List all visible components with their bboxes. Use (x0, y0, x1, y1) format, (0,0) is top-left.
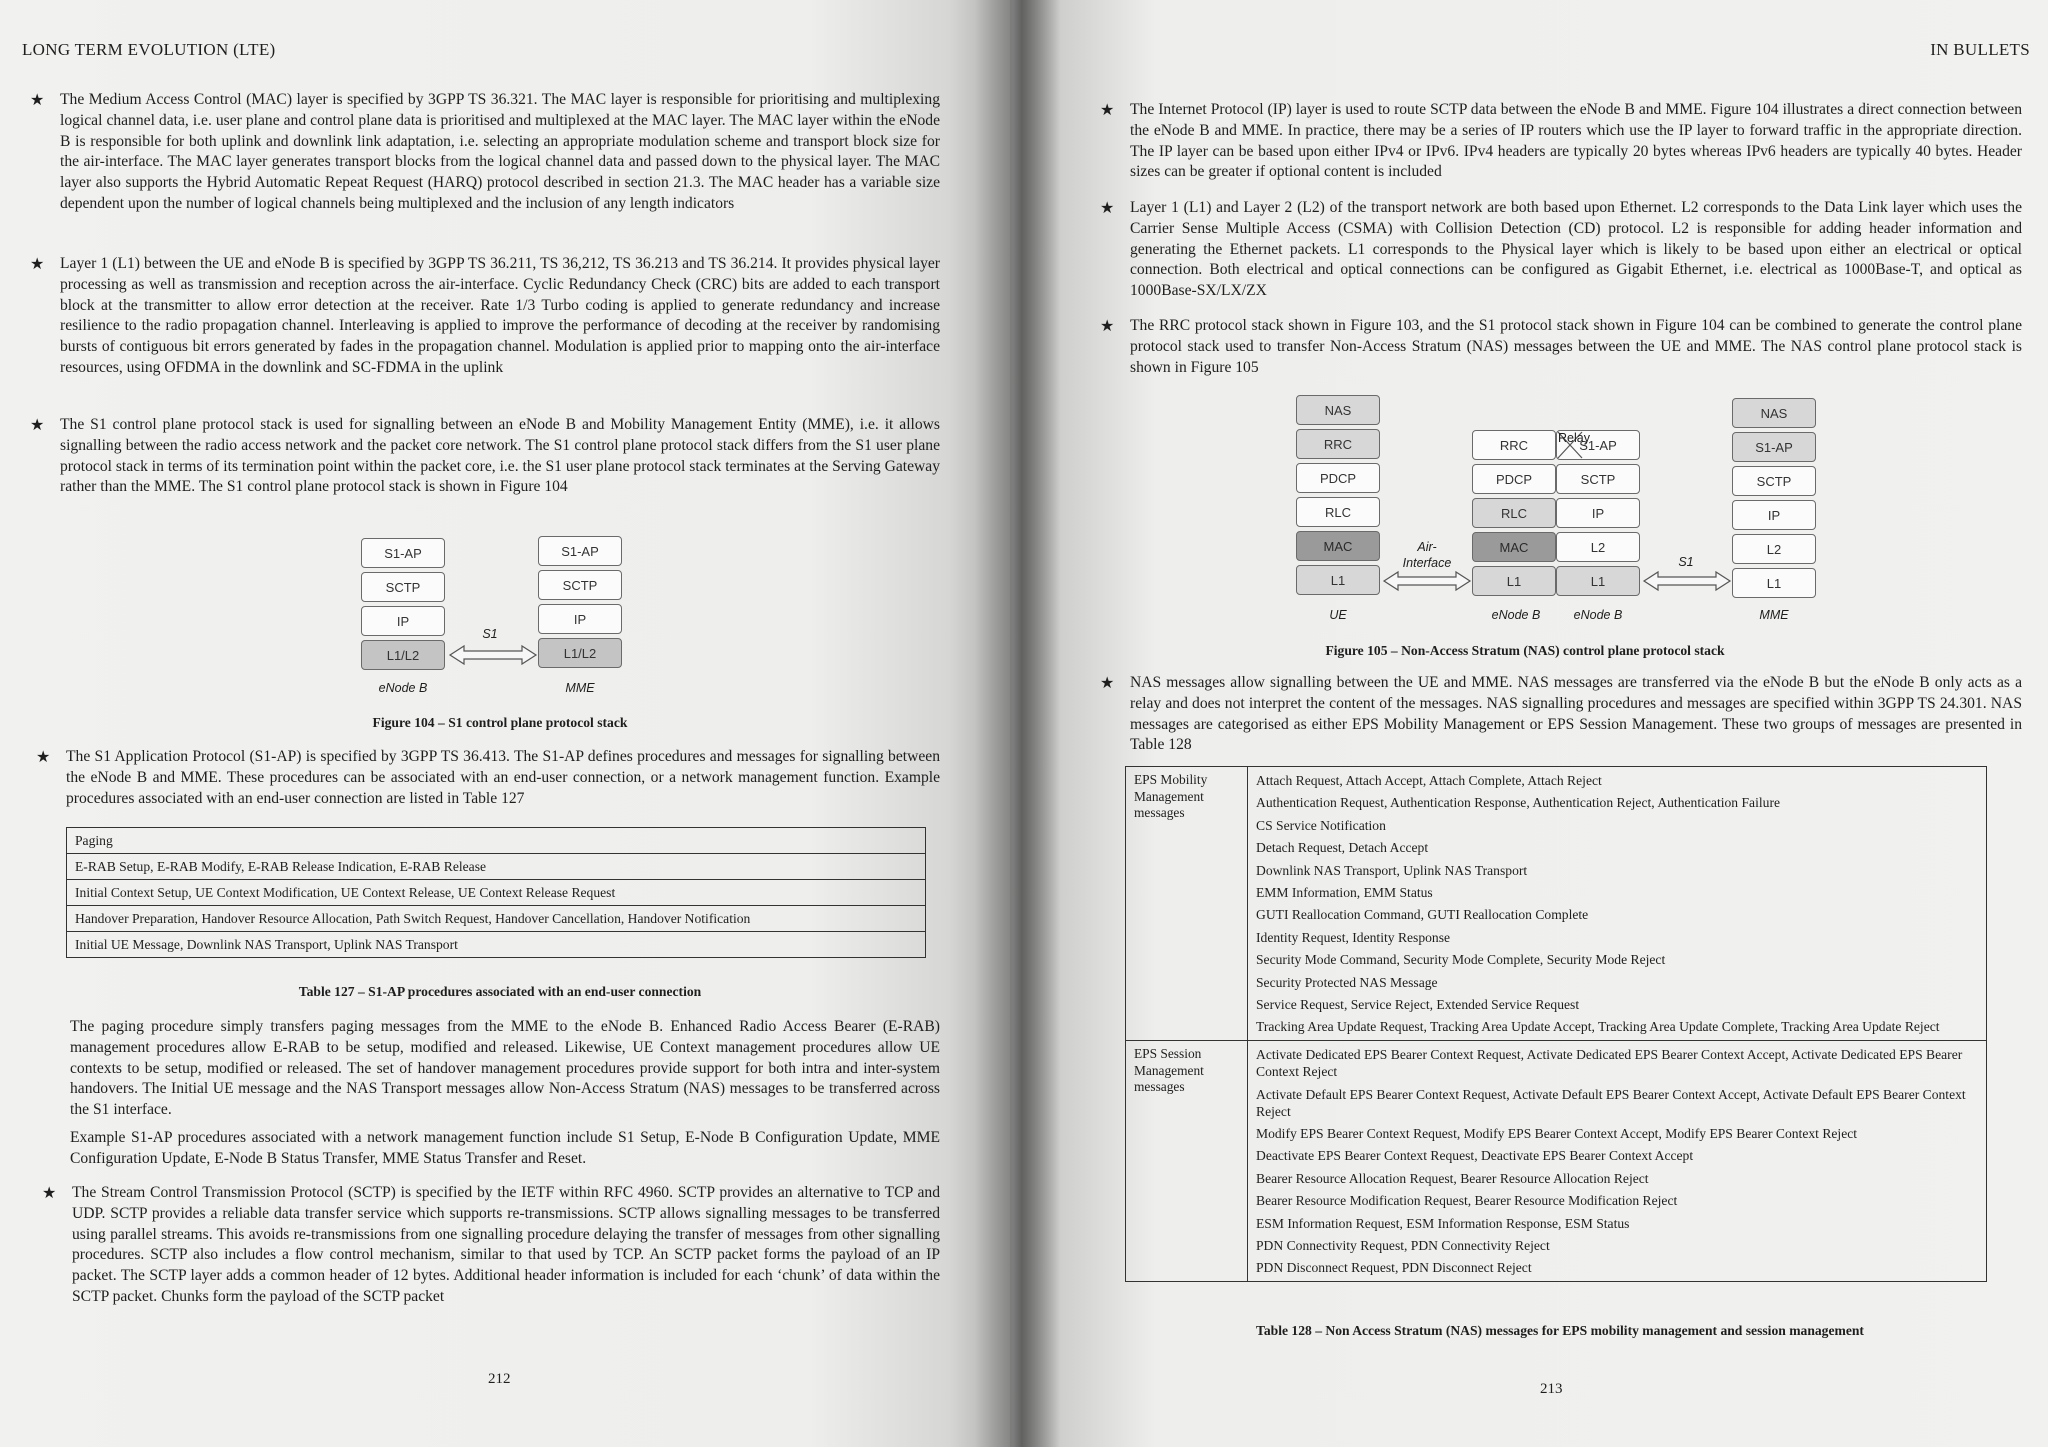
table-cell: Initial UE Message, Downlink NAS Transport, Uplink NAS Transport (67, 932, 926, 958)
stack-box: SCTP (1556, 464, 1640, 494)
list-item: Deactivate EPS Bearer Context Request, Deactivate EPS Bearer Context Accept (1256, 1148, 1694, 1164)
paragraph-network-management: Example S1-AP procedures associated with a network management function include S1 Setup, E-Node B Configuration Update, MME Configuration Update, E-Node B Status Transfer, MME Status Transfer and Reset. (70, 1129, 940, 1167)
paragraph-paging: The paging procedure simply transfers paging messages from the MME to the eNode B. Enhanced Radio Access Bearer (E-RAB) management procedures allow E-RAB to be setup, modified and released. Likewise, UE Context management procedures allow UE contexts to be setup, modified or released. The set of handover management procedures provide support for both intra and inter-system handovers. The Initial UE message and the NAS Transport messages allow Non-Access Stratum (NAS) messages to be transferred across the S1 interface. (70, 1018, 940, 1119)
items-cell (1248, 767, 1987, 1041)
list-item: Tracking Area Update Request, Tracking Area Update Accept, Tracking Area Update Complete, Tracking Area Update Reject (1256, 1019, 1940, 1035)
air-interface-label: Air- Interface (1402, 540, 1452, 570)
star-bullet-icon: ★ (1100, 673, 1115, 692)
table-128 (1125, 766, 1987, 1282)
stack-box: S1-AP (538, 536, 622, 566)
stack-box: MAC (1296, 531, 1380, 561)
enodeb-label: eNode B (1573, 608, 1623, 622)
list-item: Activate Dedicated EPS Bearer Context Request, Activate Dedicated EPS Bearer Context Accept, Activate Dedicated EPS Bearer Context Reject (1256, 1047, 1963, 1080)
list-item: EMM Information, EMM Status (1256, 884, 1433, 900)
list-item: Bearer Resource Allocation Request, Bearer Resource Allocation Reject (1256, 1170, 1649, 1186)
stack-box: L1 (1732, 568, 1816, 598)
star-bullet-icon: ★ (1100, 198, 1115, 217)
stack-box: SCTP (538, 570, 622, 600)
running-header-left: LONG TERM EVOLUTION (LTE) (22, 40, 276, 59)
bullet-s1-ap: ★ The S1 Application Protocol (S1-AP) is specified by 3GPP TS 36.413. The S1-AP defines procedures and messages for signalling between the eNode B and MME. These procedures can be associated with an end-user connection, or a network management function. Example procedures associated with an end-user connection are listed in Table 127 (36, 747, 940, 807)
table-row (1126, 1041, 1987, 1282)
stack-box: NAS (1296, 395, 1380, 425)
list-item: Identity Request, Identity Response (1256, 929, 1451, 945)
stack-box: SCTP (361, 572, 445, 602)
stack-box: L2 (1556, 532, 1640, 562)
list-item: Security Mode Command, Security Mode Complete, Security Mode Reject (1256, 952, 1666, 968)
stack-box: RRC (1296, 429, 1380, 459)
stack-box: L1 (1472, 566, 1556, 596)
stack-box: RLC (1472, 498, 1556, 528)
list-item: Security Protected NAS Message (1256, 974, 1438, 990)
star-bullet-icon: ★ (1100, 316, 1115, 335)
stack-box: L2 (1732, 534, 1816, 564)
star-bullet-icon: ★ (30, 254, 45, 273)
figure-104-caption: Figure 104 – S1 control plane protocol stack (372, 715, 628, 730)
stack-box: IP (1732, 500, 1816, 530)
list-item: Activate Default EPS Bearer Context Request, Activate Default EPS Bearer Context Accept, Activate Default EPS Bearer Context Reject (1256, 1086, 1966, 1119)
s1-link-label: S1 (482, 627, 498, 641)
table-cell: Initial Context Setup, UE Context Modification, UE Context Release, UE Context Release Request (67, 880, 926, 906)
stack-box: MAC (1472, 532, 1556, 562)
star-bullet-icon: ★ (42, 1183, 57, 1202)
bullet-s1-control-plane: ★ The S1 control plane protocol stack is used for signalling between an eNode B and Mobility Management Entity (MME), i.e. it allows signalling between the radio access network and the packet core network. The S1 control plane protocol stack differs from the S1 user plane protocol stack in terms of its termination point within the packet core, i.e. the S1 user plane protocol stack terminates at the Serving Gateway rather than the MME. The S1 control plane protocol stack is shown in Figure 104 (30, 415, 940, 496)
table-128-caption: Table 128 – Non Access Stratum (NAS) messages for EPS mobility management and session management (1256, 1323, 1864, 1338)
stack-box: L1/L2 (538, 638, 622, 668)
list-item: Authentication Request, Authentication Response, Authentication Reject, Authentication Failure (1256, 795, 1781, 811)
table-cell: Handover Preparation, Handover Resource Allocation, Path Switch Request, Handover Cancellation, Handover Notification (67, 906, 926, 932)
enodeb-label: eNode B (378, 681, 428, 695)
list-item: Detach Request, Detach Accept (1256, 840, 1429, 856)
table-cell: E-RAB Setup, E-RAB Modify, E-RAB Release Indication, E-RAB Release (67, 854, 926, 880)
s1-link-label: S1 (1678, 555, 1694, 569)
list-item: GUTI Reallocation Command, GUTI Reallocation Complete (1256, 907, 1589, 923)
table-row (67, 854, 926, 880)
stack-box: S1-AP (1732, 432, 1816, 462)
table-127 (66, 827, 926, 958)
table-cell: Paging (67, 828, 926, 854)
category-cell: EPS Session Management messages (1126, 1041, 1248, 1282)
stack-box: RLC (1296, 497, 1380, 527)
bullet-ethernet: ★ Layer 1 (L1) and Layer 2 (L2) of the transport network are both based upon Ethernet. L2 corresponds to the Data Link layer which uses the Carrier Sense Multiple Access (CSMA) with Collision Detection (CD) protocol. L2 is responsible for adding header information and generating the Ethernet packets. L1 corresponds to the Physical layer which is likely to be based upon either an electrical or optical connection. Both electrical and optical connections can be configured as Gigabit Ethernet, i.e. electrical as 1000Base-T, and optical as 1000Base-SX/LX/ZX (1100, 198, 2022, 300)
list-item: Downlink NAS Transport, Uplink NAS Transport (1256, 862, 1528, 878)
items-cell (1248, 1041, 1987, 1282)
bullet-sctp: ★ The Stream Control Transmission Protocol (SCTP) is specified by the IETF within RFC 4960. SCTP provides an alternative to TCP and UDP. SCTP provides a reliable data transfer service which supports re-transmissions. SCTP allows signalling messages to be transferred using parallel streams. This avoids re-transmissions from one signalling procedure delaying the transfer of messages from other signalling procedures. SCTP also includes a flow control mechanism, similar to that used by TCP. An SCTP packet forms the payload of an IP packet. The SCTP layer adds a common header of 12 bytes. Additional header information is included for each ‘chunk’ of data within the SCTP packet. Chunks form the payload of the SCTP packet (42, 1183, 940, 1305)
stack-box: IP (538, 604, 622, 634)
table-127-caption: Table 127 – S1-AP procedures associated with an end-user connection (298, 984, 702, 999)
list-item: ESM Information Request, ESM Information Response, ESM Status (1256, 1215, 1630, 1231)
stack-box: PDCP (1472, 464, 1556, 494)
stack-box: IP (361, 606, 445, 636)
table-row (67, 828, 926, 854)
stack-box: SCTP (1732, 466, 1816, 496)
double-arrow-icon (1382, 569, 1472, 593)
stack-box: IP (1556, 498, 1640, 528)
table-row (1126, 767, 1987, 1041)
relay-label: Relay (1558, 431, 1590, 445)
ue-label: UE (1329, 608, 1347, 622)
bullet-nas-messages: ★ NAS messages allow signalling between the UE and MME. NAS messages are transferred via the eNode B but the eNode B only acts as a relay and does not interpret the content of the messages. NAS signalling procedures and messages are specified within 3GPP TS 24.301. NAS messages are categorised as either EPS Mobility Management or EPS Session Management. These two groups of messages are presented in Table 128 (1100, 673, 2022, 754)
bullet-layer1: ★ Layer 1 (L1) between the UE and eNode B is specified by 3GPP TS 36.211, TS 36,212, TS 36.213 and TS 36.214. It provides physical layer processing as well as transmission and reception across the air-interface. Cyclic Redundancy Check (CRC) bits are added to each transport block at the transmitter to allow error detection at the receiver. Rate 1/3 Turbo coding is applied to generate redundancy and increase resilience to the radio propagation channel. Interleaving is applied to improve the performance of decoding at the receiver by randomising bursts of contiguous bit errors generated by fades in the propagation channel. Modulation is applied prior to mapping onto the air-interface resources, using OFDMA in the downlink and SC-FDMA in the uplink (30, 254, 940, 376)
stack-box: RRC (1472, 430, 1556, 460)
mme-label: MME (1759, 608, 1789, 622)
list-item: Bearer Resource Modification Request, Bearer Resource Modification Reject (1256, 1193, 1678, 1209)
enodeb-label: eNode B (1491, 608, 1541, 622)
left-page (0, 0, 1010, 1447)
star-bullet-icon: ★ (30, 90, 45, 109)
stack-box: S1-AP (1556, 430, 1640, 460)
double-arrow-icon (448, 643, 538, 667)
figure-105-caption: Figure 105 – Non-Access Stratum (NAS) control plane protocol stack (1325, 643, 1725, 658)
double-arrow-icon (1642, 569, 1732, 593)
list-item: PDN Disconnect Request, PDN Disconnect Reject (1256, 1260, 1532, 1276)
table-row (67, 932, 926, 958)
running-header-right: IN BULLETS (1930, 40, 2030, 59)
table-row (67, 880, 926, 906)
star-bullet-icon: ★ (1100, 100, 1115, 119)
stack-box: L1 (1556, 566, 1640, 596)
star-bullet-icon: ★ (30, 415, 45, 434)
mme-label: MME (565, 681, 595, 695)
star-bullet-icon: ★ (36, 747, 51, 766)
bullet-nas-stack: ★ The RRC protocol stack shown in Figure 103, and the S1 protocol stack shown in Figure 104 can be combined to generate the control plane protocol stack used to transfer Non-Access Stratum (NAS) messages between the UE and MME. The NAS control plane protocol stack is shown in Figure 105 (1100, 316, 2022, 376)
bullet-mac-layer: ★ The Medium Access Control (MAC) layer is specified by 3GPP TS 36.321. The MAC layer is responsible for prioritising and multiplexing logical channel data, i.e. user plane and control plane data is prioritised and multiplexed at the MAC layer. The MAC layer within the eNode B is responsible for both uplink and downlink link adaptation, i.e. selecting an appropriate modulation scheme and transport block size for the air-interface. The MAC layer generates transport blocks from the logical channel data and passed down to the physical layer. The MAC layer also supports the Hybrid Automatic Repeat Request (HARQ) protocol described in section 21.3. The MAC header has a variable size dependent upon the number of logical channels being multiplexed and the inclusion of any length indicators (30, 90, 940, 212)
page-number-right: 213 (1540, 1381, 1563, 1397)
stack-box: S1-AP (361, 538, 445, 568)
stack-box: L1/L2 (361, 640, 445, 670)
stack-box: NAS (1732, 398, 1816, 428)
book-gutter-shadow (975, 0, 1060, 1447)
list-item: Service Request, Service Reject, Extended Service Request (1256, 996, 1580, 1012)
list-item: Modify EPS Bearer Context Request, Modify EPS Bearer Context Accept, Modify EPS Bearer Context Reject (1256, 1126, 1858, 1142)
list-item: PDN Connectivity Request, PDN Connectivity Reject (1256, 1238, 1550, 1254)
page-number-left: 212 (488, 1371, 511, 1387)
category-cell: EPS Mobility Management messages (1126, 767, 1248, 1041)
table-row (67, 906, 926, 932)
stack-box: PDCP (1296, 463, 1380, 493)
list-item: Attach Request, Attach Accept, Attach Complete, Attach Reject (1256, 773, 1602, 788)
stack-box: L1 (1296, 565, 1380, 595)
bullet-ip-layer: ★ The Internet Protocol (IP) layer is used to route SCTP data between the eNode B and MME. Figure 104 illustrates a direct connection between the eNode B and MME. In practice, there may be a series of IP routers which use the IP layer to forward traffic in the appropriate direction. The IP layer can be based upon either IPv4 or IPv6. IPv4 headers are typically 20 bytes whereas IPv6 headers are typically 40 bytes. Header sizes can be greater if optional content is included (1100, 100, 2022, 181)
list-item: CS Service Notification (1256, 817, 1386, 833)
